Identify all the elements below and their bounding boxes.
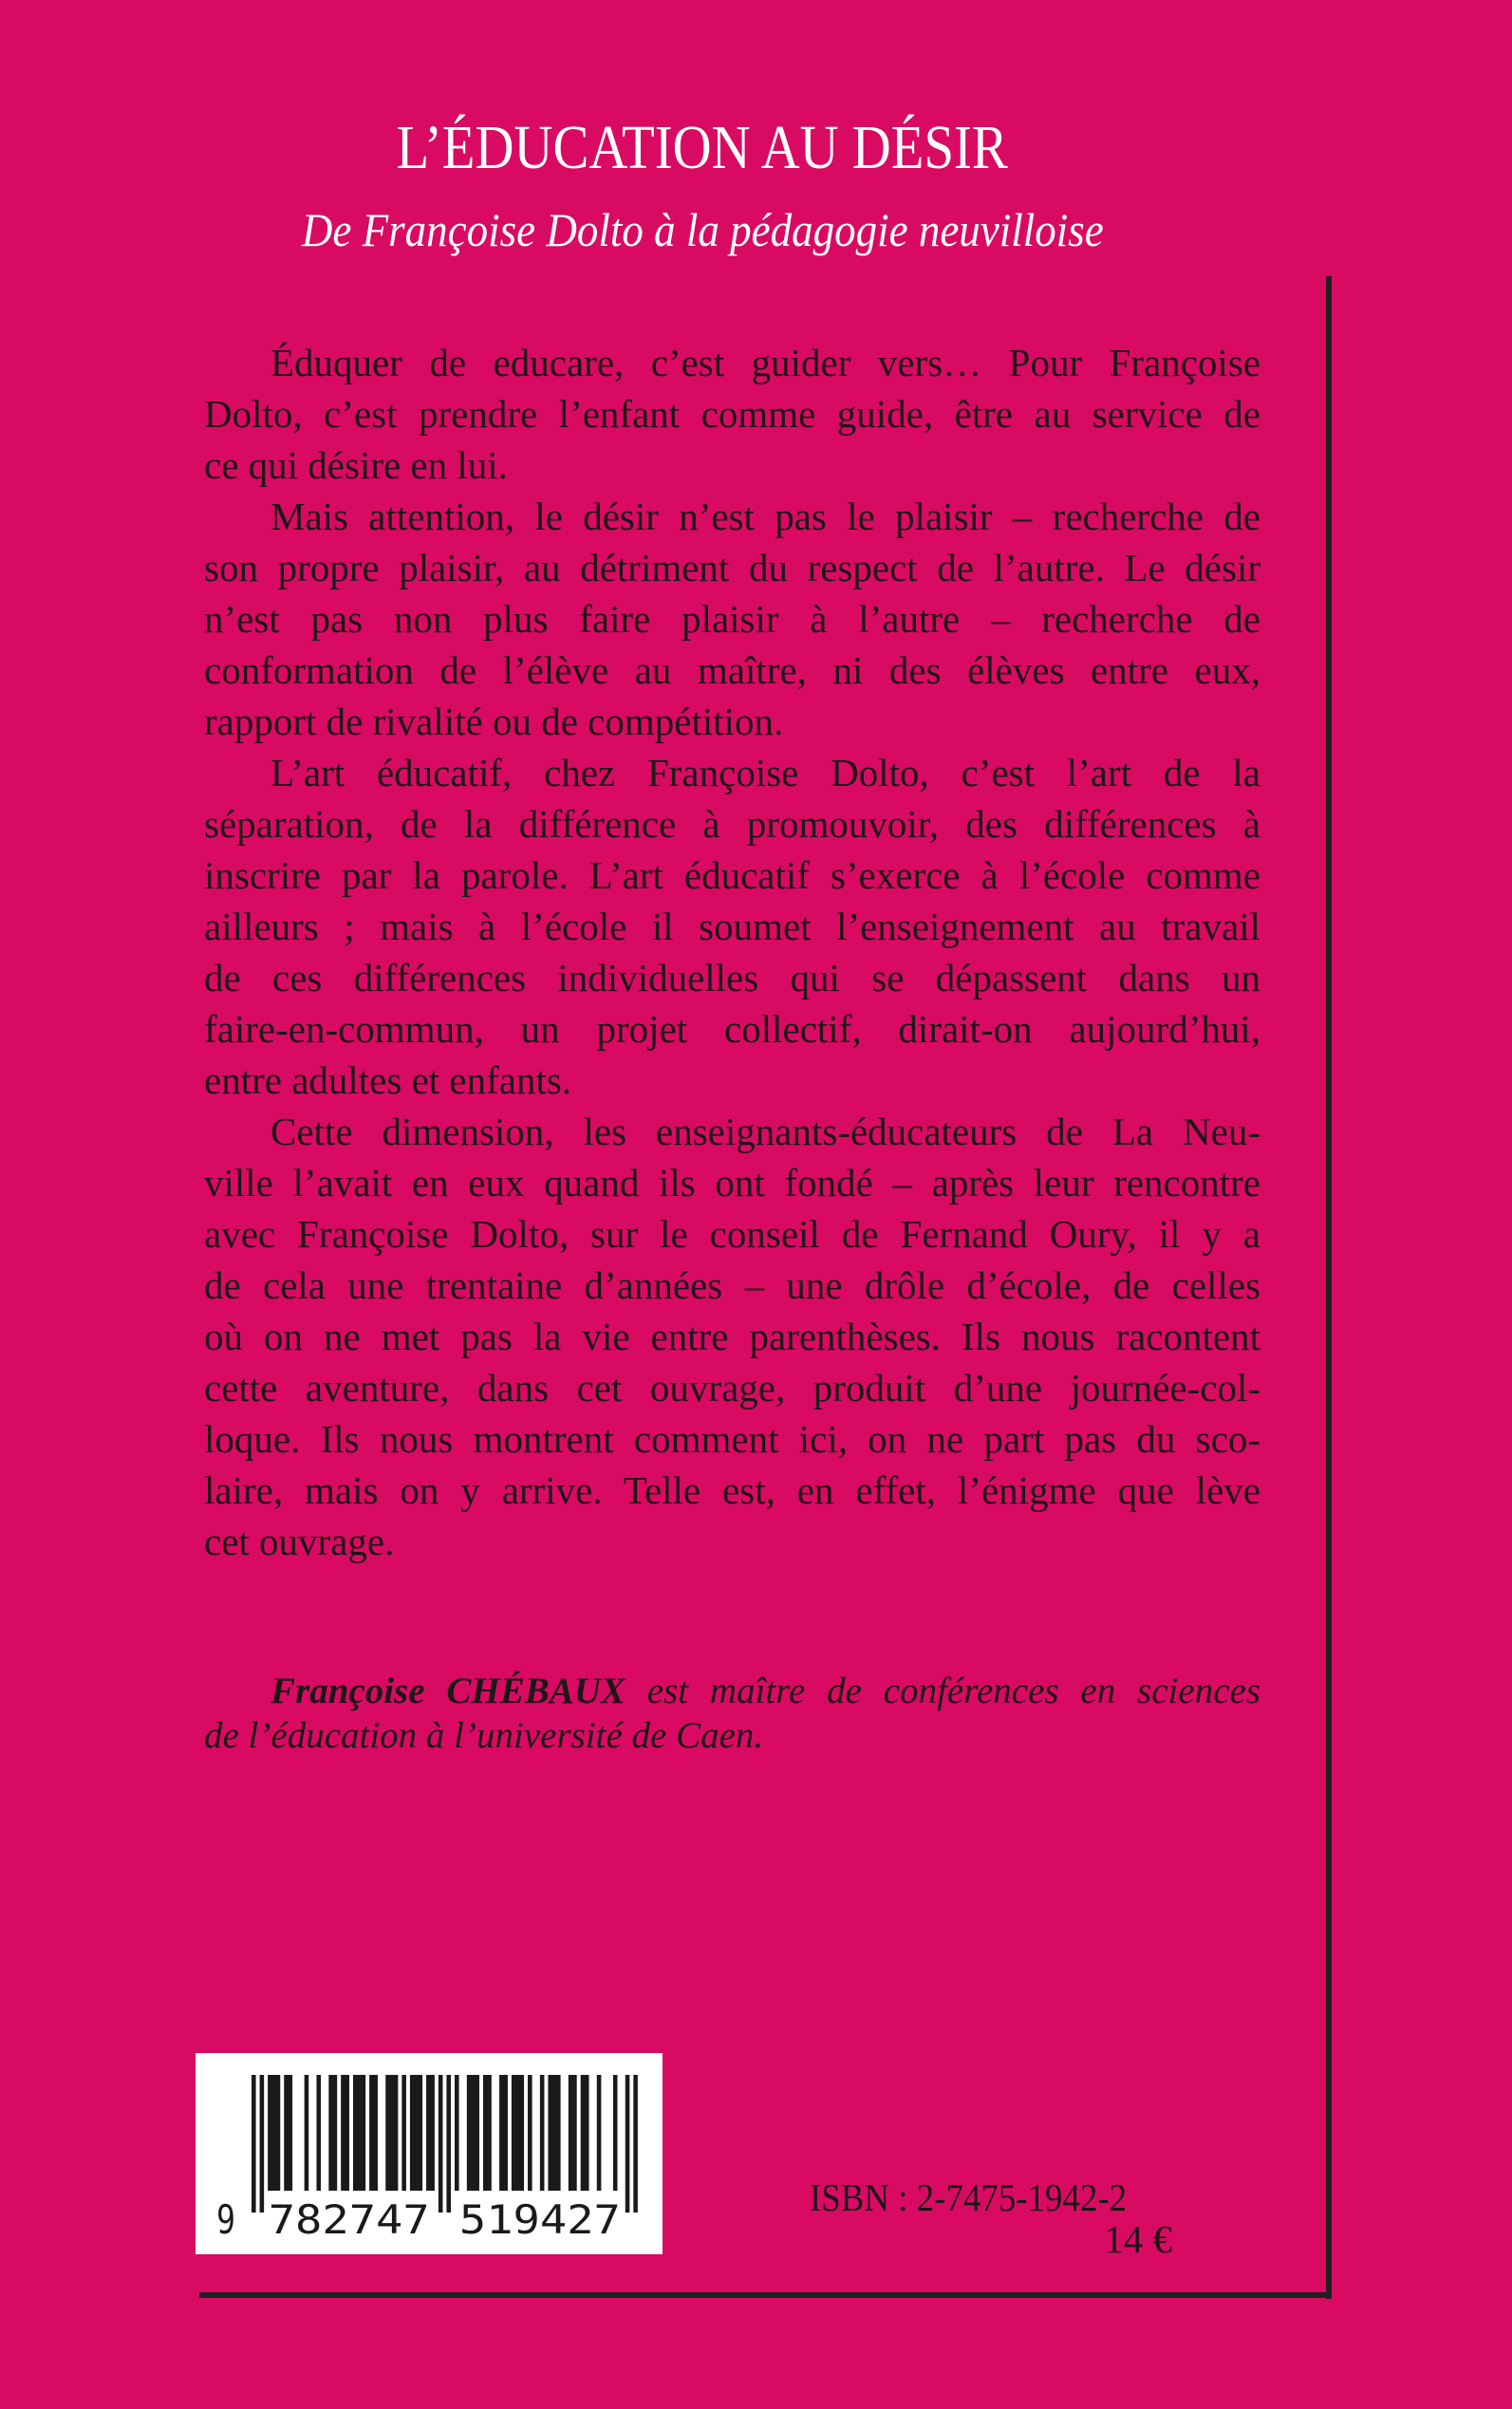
paragraph-line: Éduquer de educare, c’est guider vers… Pour Françoise: [271, 341, 1260, 384]
barcode-digits: 519427: [458, 2196, 621, 2243]
author-bio-line: de l’éducation à l’université de Caen.: [204, 1715, 764, 1756]
barcode-bar: [467, 2075, 472, 2191]
barcode-bar: [418, 2075, 422, 2191]
barcode-bar: [471, 2075, 476, 2191]
barcode-bar: [252, 2075, 256, 2213]
barcode-bar: [385, 2075, 390, 2191]
blurb-text: [204, 337, 1260, 1567]
book-title: L’ÉDUCATION AU DÉSIR: [396, 113, 1009, 182]
price: 14 €: [1104, 2217, 1172, 2261]
barcode-bar: [512, 2075, 516, 2191]
barcode-bar: [271, 2075, 276, 2191]
barcode-bar: [373, 2075, 378, 2191]
barcode-digits: 9: [216, 2196, 235, 2243]
barcode-bar: [475, 2075, 479, 2191]
vertical-rule: [1326, 276, 1332, 2299]
barcode-bar: [430, 2075, 435, 2191]
barcode-bar: [540, 2075, 545, 2191]
isbn: ISBN : 2-7475-1942-2: [810, 2176, 1128, 2219]
paragraph-line: laire, mais on y arrive. Telle est, en effet, l’énigme que lève: [204, 1468, 1260, 1512]
barcode-bar: [390, 2075, 395, 2191]
paragraph-line: ce qui désire en lui.: [204, 443, 508, 487]
barcode-bar: [581, 2075, 586, 2191]
barcode-bar: [268, 2075, 272, 2191]
paragraph-line: ville l’avait en eux quand ils ont fondé – après leur rencontre: [204, 1161, 1260, 1204]
book-subtitle: De Françoise Dolto à la pédagogie neuvilloise: [301, 203, 1104, 256]
barcode-bar: [483, 2075, 488, 2191]
paragraph-line: cet ouvrage.: [204, 1520, 395, 1563]
barcode-bar: [260, 2075, 265, 2213]
barcode-bar: [328, 2075, 333, 2191]
barcode-bar: [410, 2075, 415, 2191]
barcode-bar: [625, 2075, 630, 2213]
barcode-bar: [394, 2075, 399, 2191]
paragraph-line: de ces différences individuelles qui se dépassent dans un: [204, 956, 1260, 999]
barcode-bars: [196, 2053, 663, 2254]
barcode-bar: [414, 2075, 419, 2191]
author-bio-line: Françoise CHÉBAUX est maître de conférences en sciences: [271, 1671, 1260, 1711]
barcode-bar: [552, 2075, 557, 2191]
horizontal-rule: [199, 2292, 1332, 2298]
author-name: Françoise CHÉBAUX: [271, 1671, 625, 1711]
paragraph-line: inscrire par la parole. L’art éducatif s’exerce à l’école comme: [204, 853, 1260, 897]
barcode-bar: [569, 2075, 573, 2191]
barcode-bar: [487, 2075, 492, 2191]
barcode-bar: [362, 2075, 366, 2191]
paragraph-line: conformation de l’élève au maître, ni des élèves entre eux,: [204, 648, 1260, 692]
author-bio: [204, 1669, 1260, 1758]
paragraph-line: entre adultes et enfants.: [204, 1058, 572, 1102]
paragraph-line: son propre plaisir, au détriment du respect de l’autre. Le désir: [204, 546, 1260, 589]
barcode-bar: [446, 2075, 451, 2213]
paragraph-line: Mais attention, le désir n’est pas le plaisir – recherche de: [271, 495, 1260, 538]
paragraph-line: L’art éducatif, chez Françoise Dolto, c’est l’art de la: [271, 751, 1260, 794]
barcode-bar: [289, 2075, 293, 2191]
paragraph-line: ailleurs ; mais à l’école il soumet l’enseignement au travail: [204, 905, 1260, 948]
barcode-bar: [455, 2075, 459, 2191]
paragraph-line: Cette dimension, les enseignants-éducateurs de La Neu-: [271, 1110, 1260, 1153]
barcode-bar: [528, 2075, 532, 2191]
barcode-bar: [401, 2075, 406, 2191]
barcode-bar: [503, 2075, 508, 2191]
paragraph-line: loque. Ils nous montrent comment ici, on ne part pas du sco-: [204, 1417, 1260, 1461]
paragraph-line: où on ne met pas la vie entre parenthèses. Ils nous racontent: [204, 1315, 1260, 1358]
barcode-bar: [519, 2075, 524, 2191]
barcode-bar: [357, 2075, 362, 2191]
barcode-bar: [633, 2075, 638, 2213]
paragraph-line: Dolto, c’est prendre l’enfant comme guide, être au service de: [204, 392, 1260, 436]
barcode: [196, 2053, 663, 2254]
barcode-bar: [345, 2075, 349, 2191]
paragraph-line: faire-en-commun, un projet collectif, dirait-on aujourd’hui,: [204, 1007, 1260, 1051]
barcode-bar: [333, 2075, 338, 2191]
barcode-bar: [276, 2075, 281, 2191]
barcode-bar: [548, 2075, 552, 2191]
barcode-bar: [439, 2075, 443, 2213]
barcode-bar: [284, 2075, 289, 2191]
paragraph-line: de cela une trentaine d’années – une drôle d’école, de celles: [204, 1263, 1260, 1307]
barcode-bar: [341, 2075, 345, 2191]
barcode-bar: [316, 2075, 321, 2191]
barcode-bar: [572, 2075, 577, 2191]
paragraph-line: avec Françoise Dolto, sur le conseil de Fernand Oury, il y a: [204, 1212, 1260, 1256]
barcode-bar: [369, 2075, 374, 2191]
paragraph-line: n’est pas non plus faire plaisir à l’autre – recherche de: [204, 597, 1260, 641]
barcode-bar: [585, 2075, 589, 2191]
barcode-bar: [597, 2075, 602, 2191]
barcode-bar: [499, 2075, 504, 2191]
paragraph-line: rapport de rivalité ou de compétition.: [204, 700, 784, 743]
barcode-bar: [426, 2075, 431, 2191]
barcode-digits: 782747: [268, 2196, 430, 2243]
paragraph-line: cette aventure, dans cet ouvrage, produit d’une journée-col-: [204, 1366, 1260, 1410]
barcode-bar: [613, 2075, 618, 2191]
barcode-bar: [353, 2075, 358, 2191]
paragraph-line: séparation, de la différence à promouvoir, des différences à: [204, 802, 1260, 846]
barcode-bar: [305, 2075, 309, 2191]
barcode-bar: [515, 2075, 520, 2191]
barcode-bar: [556, 2075, 561, 2191]
